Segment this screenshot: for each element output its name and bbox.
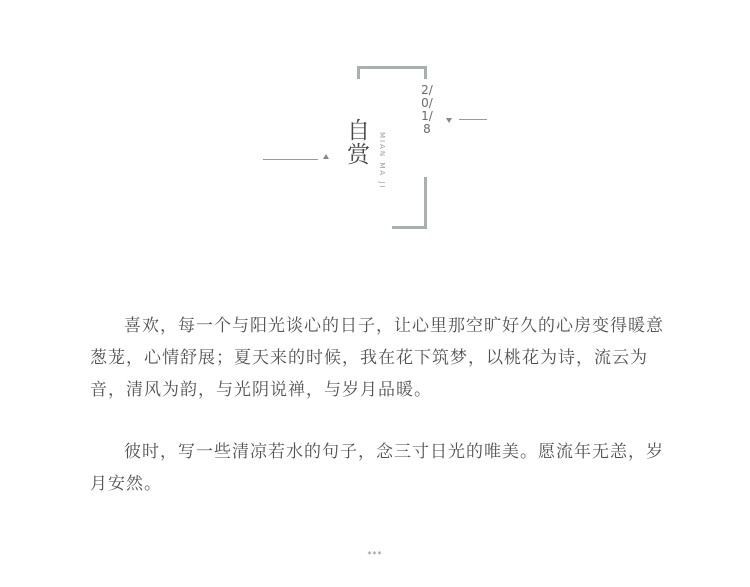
frame-top-border xyxy=(357,66,427,69)
right-divider-line xyxy=(459,119,487,120)
publish-date: 2/0/1/8 xyxy=(421,83,433,136)
frame-right-lower-border xyxy=(424,177,427,229)
frame-left-border xyxy=(357,66,360,79)
paragraph-2: 彼时，写一些清凉若水的句子，念三寸日光的唯美。愿流年无恙，岁月安然。 xyxy=(90,442,664,494)
article-title: 自赏 xyxy=(343,118,369,166)
up-triangle-icon xyxy=(323,154,329,159)
end-ornament: *** xyxy=(367,550,383,559)
paragraph-1: 喜欢，每一个与阳光谈心的日子，让心里那空旷好久的心房变得暖意葱茏，心情舒展；夏天来的时候，我在花下筑梦，以桃花为诗，流云为音，清风为韵，与光阴说禅，与岁月品暖。 xyxy=(90,316,664,400)
frame-bottom-border xyxy=(392,226,427,229)
down-triangle-icon xyxy=(446,118,452,123)
title-pinyin: MIAN MA JI xyxy=(378,132,386,190)
left-divider-line xyxy=(263,159,318,160)
frame-right-border xyxy=(424,66,427,79)
